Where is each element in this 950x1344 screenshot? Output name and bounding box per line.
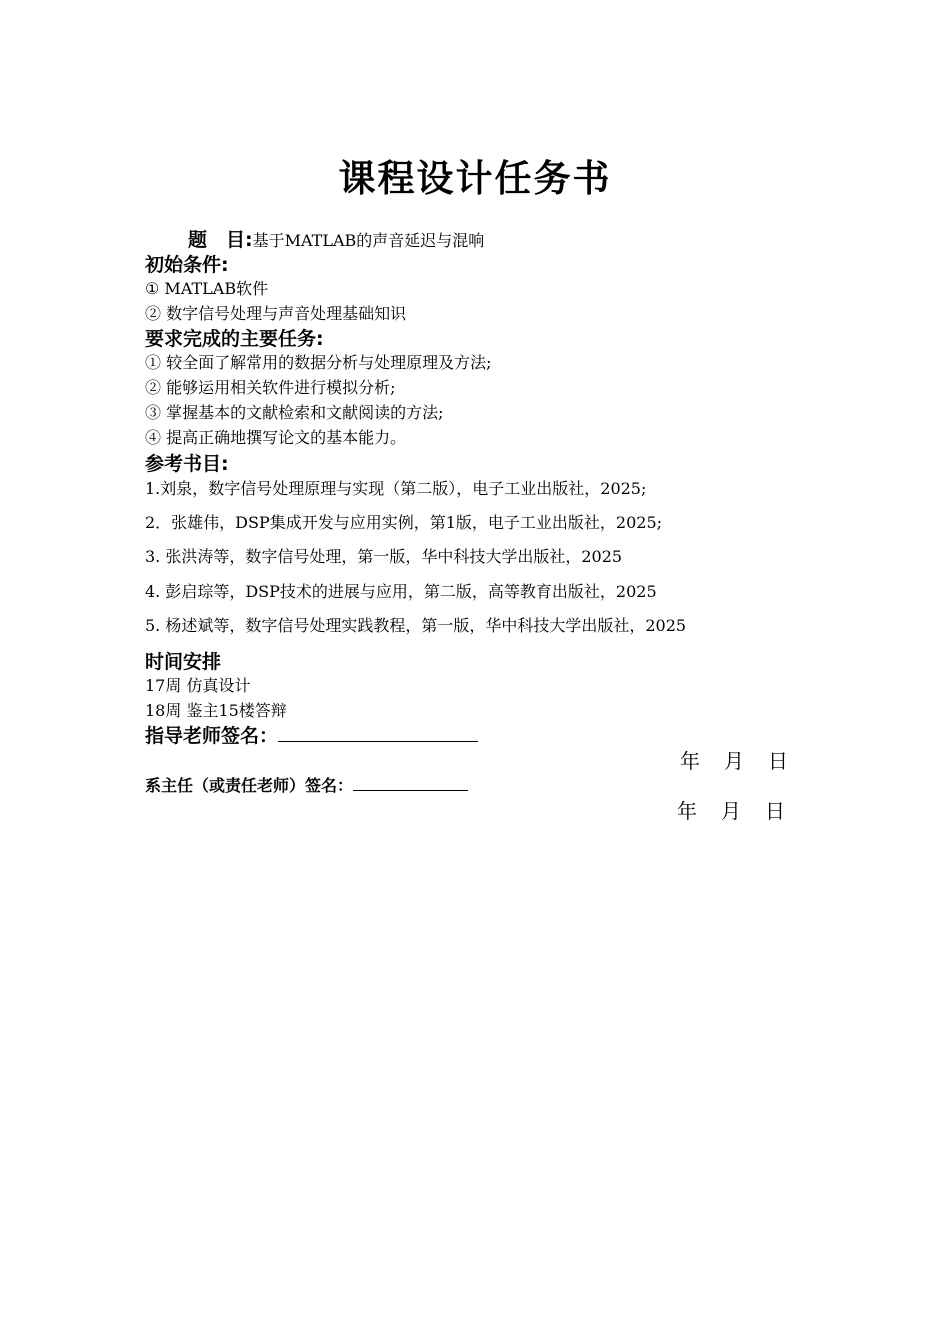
schedule-item: 17周 仿真设计: [145, 676, 251, 695]
head-signature-label: 系主任（或责任老师）签名：: [145, 776, 354, 795]
reference-item: 5. 杨述斌等，数字信号处理实践教程，第一版，华中科技大学出版社，2025: [145, 616, 687, 635]
tasks-heading: 要求完成的主要任务:: [145, 328, 324, 350]
year-label: 年: [680, 749, 700, 773]
month-label: 月: [721, 799, 741, 823]
reference-item: 4. 彭启琮等，DSP技术的进展与应用，第二版，高等教育出版社，2025: [145, 582, 657, 601]
schedule-item: 18周 鉴主15楼答辩: [145, 701, 287, 720]
day-label: 日: [765, 799, 785, 823]
reference-item: 1.刘泉，数字信号处理原理与实现（第二版），电子工业出版社，2025;: [145, 479, 647, 498]
condition-item: ② 数字信号处理与声音处理基础知识: [145, 304, 407, 323]
reference-item: 2．张雄伟，DSP集成开发与应用实例，第1版，电子工业出版社，2025;: [145, 513, 663, 532]
task-item: ① 较全面了解常用的数据分析与处理原理及方法;: [145, 353, 492, 372]
advisor-signature-label: 指导老师签名：: [145, 725, 279, 747]
advisor-date: [680, 745, 788, 774]
schedule-heading: 时间安排: [145, 651, 222, 673]
head-signature-line: [145, 773, 468, 796]
advisor-signature-line: [145, 721, 478, 748]
references-heading: 参考书目:: [145, 453, 229, 475]
advisor-signature-blank: [278, 740, 478, 742]
year-label: 年: [677, 799, 697, 823]
reference-item: 3. 张洪涛等，数字信号处理，第一版，华中科技大学出版社，2025: [145, 547, 623, 566]
topic-label: 题 目:: [188, 229, 253, 251]
month-label: 月: [724, 749, 744, 773]
task-item: ② 能够运用相关软件进行模拟分析;: [145, 378, 396, 397]
task-item: ③ 掌握基本的文献检索和文献阅读的方法;: [145, 403, 444, 422]
condition-item: ① MATLAB软件: [145, 279, 269, 298]
task-item: ④ 提高正确地撰写论文的基本能力。: [145, 428, 407, 447]
head-signature-blank: [353, 789, 468, 791]
topic-line: [188, 225, 484, 252]
conditions-heading: 初始条件:: [145, 254, 229, 276]
page-title: 课程设计任务书: [338, 157, 612, 200]
head-date: [677, 795, 785, 824]
topic-value: 基于MATLAB的声音延迟与混响: [252, 231, 485, 250]
day-label: 日: [768, 749, 788, 773]
